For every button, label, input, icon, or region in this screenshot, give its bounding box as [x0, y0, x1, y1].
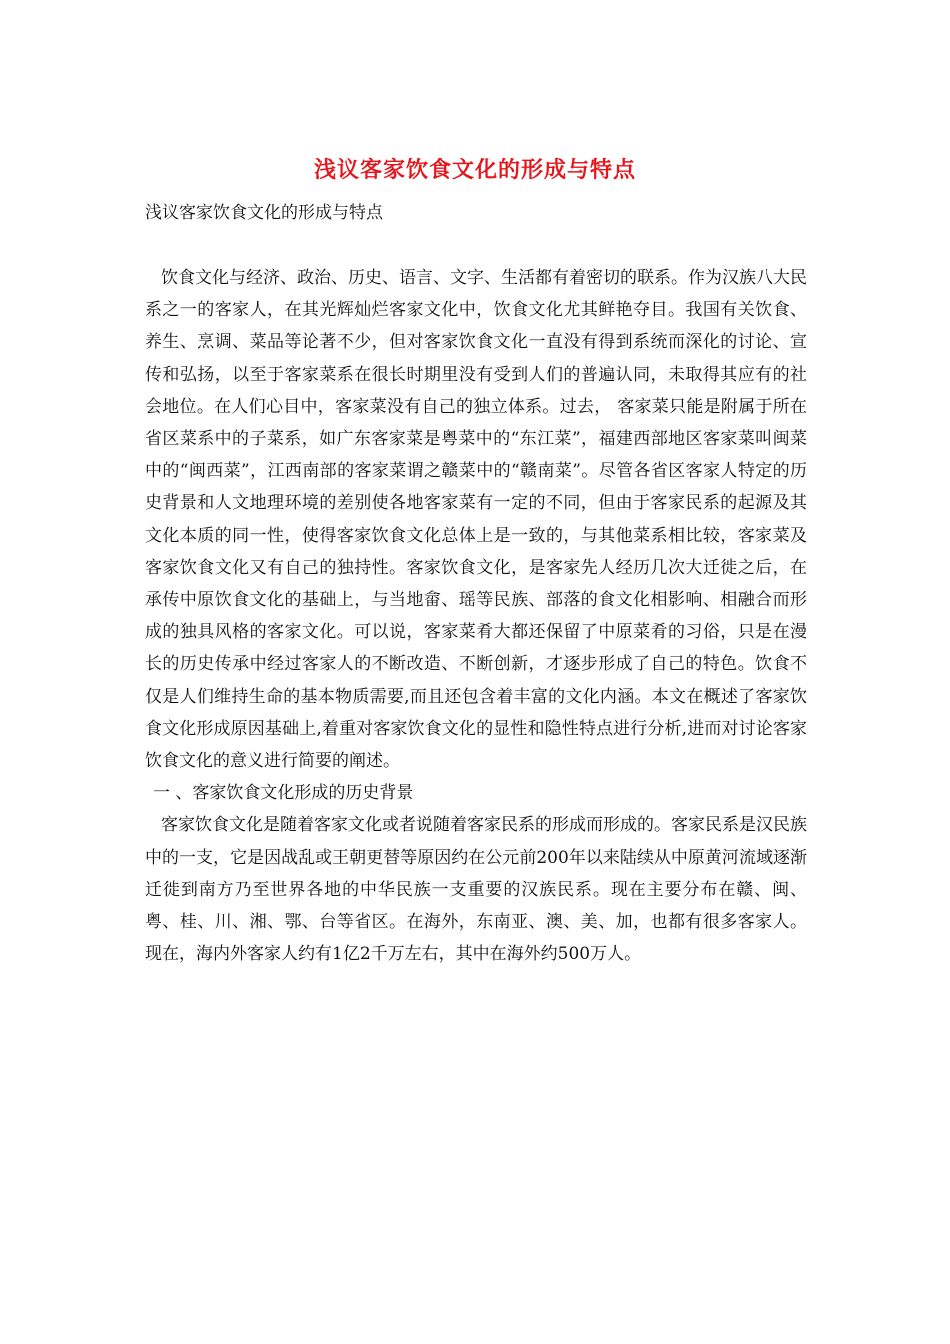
section-heading-1: 一 、客家饮食文化形成的历史背景: [153, 783, 414, 804]
paragraph-history: 客家饮食文化是随着客家文化或者说随着客家民系的形成而形成的。客家民系是汉民族中的一支，它是因战乱或王朝更替等原因约在公元前200年以来陆续从中原黄河流域逐渐迁徙到南方乃至世界各地的中华民族一支重要的汉族民系。现在主要分布在赣、闽、粤、桂、川、湘、鄂、台等省区。在海外，东南亚、澳、美、加，也都有很多客家人。现在，海内外客家人约有1亿2千万左右，其中在海外约500万人。: [145, 815, 807, 965]
paragraph-intro: 饮食文化与经济、政治、历史、语言、文字、生活都有着密切的联系。作为汉族八大民系之一的客家人，在其光辉灿烂客家文化中，饮食文化尤其鲜艳夺目。我国有关饮食、养生、烹调、菜品等论著不少，但对客家饮食文化一直没有得到系统而深化的讨论、宣传和弘扬，以至于客家菜系在很长时期里没有受到人们的普遍认同，未取得其应有的社会地位。在人们心目中，客家菜没有自己的独立体系。过去， 客家菜只能是附属于所在省区菜系中的子菜系，如广东客家菜是粤菜中的“东江菜”，福建西部地区客家菜叫闽菜中的“闽西菜”，江西南部的客家菜谓之赣菜中的“赣南菜”。尽管各省区客家人特定的历史背景和人文地理环境的差别使各地客家菜有一定的不同，但由于客家民系的起源及其文化本质的同一性，使得客家饮食文化总体上是一致的，与其他菜系相比较，客家菜及客家饮食文化又有自己的独持性。客家饮食文化，是客家先人经历几次大迁徙之后，在承传中原饮食文化的基础上，与当地畲、瑶等民族、部落的食文化相影响、相融合而形成的独具风格的客家文化。可以说，客家菜肴大都还保留了中原菜肴的习俗，只是在漫长的历史传承中经过客家人的不断改造、不断创新，才逐步形成了自己的特色。饮食不仅是人们维持生命的基本物质需要,而且还包含着丰富的文化内涵。本文在概述了客家饮食文化形成原因基础上,着重对客家饮食文化的显性和隐性特点进行分析,进而对讨论客家饮食文化的意义进行简要的阐述。: [145, 268, 807, 772]
document-subtitle: 浅议客家饮食文化的形成与特点: [145, 203, 383, 223]
document-body: [145, 262, 807, 970]
document-title: 浅议客家饮食文化的形成与特点: [313, 157, 636, 183]
